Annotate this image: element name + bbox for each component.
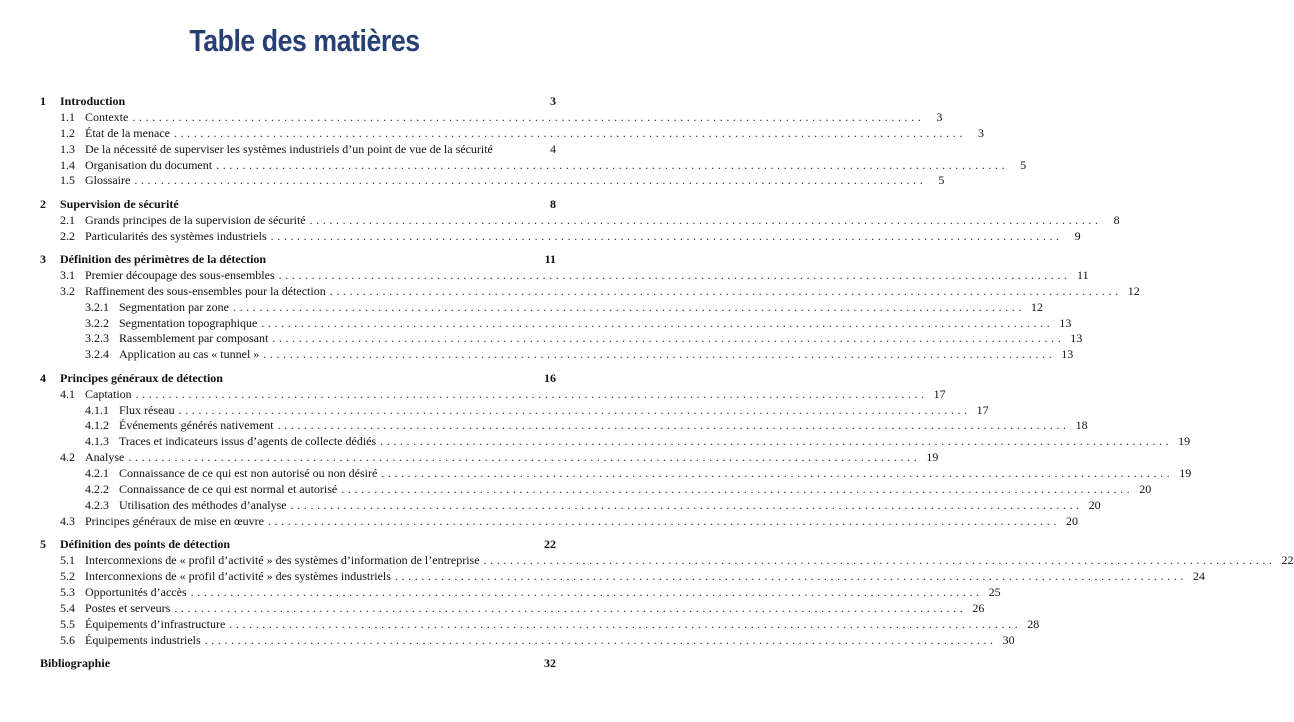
toc-page-number: 11 [1077, 267, 1089, 282]
toc-page-number: 3 [977, 125, 984, 140]
toc-dot-leader: ........................................................................................................................ [135, 386, 928, 401]
toc-section[interactable] [40, 600, 985, 617]
toc-section[interactable] [40, 173, 945, 189]
toc-dot-leader: ........................................................................................................................ [173, 125, 966, 140]
toc-page-number: 3 [936, 109, 943, 124]
toc-section[interactable] [40, 632, 1015, 649]
toc-label: Grands principes de la supervision de sécurité [85, 212, 306, 227]
toc-subsection[interactable] [40, 466, 1192, 482]
toc-number: 2.1 [60, 212, 75, 227]
toc-label: Analyse [85, 450, 125, 465]
toc-page-number: 13 [1061, 347, 1074, 362]
toc-page-number: 5 [1020, 157, 1027, 172]
toc-label: Rassemblement par composant [119, 331, 269, 346]
toc-page-number: 18 [1075, 418, 1088, 433]
toc-number: 4.1.3 [85, 434, 109, 449]
toc-label: Application au cas « tunnel » [119, 347, 260, 362]
toc-label: Premier découpage des sous-ensembles [85, 267, 275, 282]
toc-label: Utilisation des méthodes d’analyse [119, 497, 287, 512]
toc-label: État de la menace [85, 125, 170, 140]
toc-page-number: 32 [544, 655, 556, 670]
toc-page-number: 26 [972, 600, 985, 615]
toc-number: 5.1 [60, 553, 75, 568]
toc-label: Supervision de sécurité [60, 196, 179, 211]
toc-chapter[interactable] [40, 537, 556, 553]
toc-page-number: 12 [1127, 283, 1140, 298]
toc-dot-leader: ........................................................................................................................ [270, 228, 1063, 243]
toc-number: 3.2.4 [85, 347, 109, 362]
toc-dot-leader: ........................................................................................................................ [263, 347, 1056, 362]
toc-number: 2 [40, 196, 46, 211]
toc-subsection[interactable] [40, 497, 1101, 514]
toc-number: 4.2 [60, 450, 75, 465]
toc-label: Raffinement des sous-ensembles pour la détection [85, 283, 326, 298]
page-title: Table des matières [189, 23, 420, 58]
toc-number: 4.1.1 [85, 402, 109, 417]
toc-number: 4 [40, 370, 46, 385]
toc-section[interactable] [40, 109, 943, 126]
toc-dot-leader: ........................................................................................................................ [232, 299, 1025, 314]
toc-section[interactable] [40, 584, 1001, 601]
toc-page-number: 24 [1192, 568, 1205, 583]
toc-dot-leader: ........................................................................................................................ [174, 600, 967, 615]
toc-page-number: 25 [988, 584, 1001, 599]
toc-dot-leader: ........................................................................................................................ [272, 331, 1065, 346]
toc-chapter[interactable] [40, 371, 556, 387]
toc-page-number: 30 [1002, 632, 1015, 647]
toc-number: 3.2.2 [85, 315, 109, 330]
toc-number: 1.4 [60, 157, 75, 172]
toc-number: 1.3 [60, 141, 75, 156]
toc-page-number: 20 [1065, 513, 1078, 528]
toc-number: 3.2.1 [85, 299, 109, 314]
toc-page-number: 13 [1059, 315, 1072, 330]
toc-label: Flux réseau [119, 402, 175, 417]
toc-label: Équipements industriels [85, 632, 201, 647]
toc-label: Connaissance de ce qui est normal et autorisé [119, 481, 338, 496]
toc-number: 5.4 [60, 600, 75, 615]
toc-label: Définition des points de détection [60, 537, 231, 552]
toc-number: 4.1.2 [85, 418, 109, 433]
toc-dot-leader: ........................................................................................................................ [380, 434, 1173, 449]
toc-page-number: 19 [926, 450, 939, 465]
toc-label: Définition des périmètres de la détection [60, 252, 267, 267]
toc-number: 4.2.1 [85, 466, 109, 481]
toc-label: Principes généraux de mise en œuvre [85, 513, 264, 528]
toc-dot-leader: ........................................................................................................................ [190, 584, 983, 599]
toc-number: 1 [40, 94, 46, 108]
toc-dot-leader: ........................................................................................................................ [483, 553, 1276, 568]
toc-subsection[interactable] [40, 331, 1083, 347]
toc-dot-leader: ........................................................................................................................ [277, 418, 1070, 433]
toc-number: 5.2 [60, 568, 75, 583]
toc-label: Segmentation par zone [119, 299, 229, 314]
toc-page-number: 9 [1074, 228, 1081, 243]
toc-number: 4.2.2 [85, 481, 109, 496]
toc-number: 1.2 [60, 125, 75, 140]
toc-label: Connaissance de ce qui est non autorisé ou non désiré [119, 466, 378, 481]
toc-label: Organisation du document [85, 157, 213, 172]
toc-section[interactable] [40, 142, 556, 158]
table-of-contents [40, 94, 1294, 672]
toc-section[interactable] [40, 386, 946, 403]
toc-page-number: 22 [544, 537, 556, 552]
toc-dot-leader: ........................................................................................................................ [204, 632, 997, 647]
toc-dot-leader: ........................................................................................................................ [290, 497, 1083, 512]
toc-label: Particularités des systèmes industriels [85, 228, 267, 243]
toc-label: De la nécessité de superviser les systèmes industriels d’un point de vue de la sécurité [85, 141, 493, 156]
toc-label: Introduction [60, 94, 126, 108]
toc-number: 5.3 [60, 584, 75, 599]
toc-dot-leader: ........................................................................................................................ [381, 466, 1174, 481]
toc-section[interactable] [40, 157, 1027, 174]
toc-dot-leader: ........................................................................................................................ [229, 616, 1022, 631]
toc-section[interactable] [40, 513, 1078, 530]
toc-section[interactable] [40, 125, 984, 142]
toc-page-number: 4 [550, 141, 556, 156]
toc-page-number: 22 [1281, 553, 1294, 568]
toc-number: 3.1 [60, 267, 75, 282]
toc-page-number: 16 [544, 370, 556, 385]
toc-section[interactable] [40, 616, 1040, 633]
toc-number: 5.5 [60, 616, 75, 631]
toc-section[interactable] [40, 228, 1081, 245]
toc-page-number: 17 [933, 386, 946, 401]
toc-dot-leader: ........................................................................................................................ [309, 212, 1102, 227]
toc-page-number: 20 [1088, 497, 1101, 512]
toc-number: 3 [40, 252, 46, 267]
toc-number: 3.2 [60, 283, 75, 298]
toc-section[interactable] [40, 450, 939, 466]
toc-label: Principes généraux de détection [60, 370, 223, 385]
toc-section[interactable] [40, 553, 1294, 569]
toc-page-number: 17 [976, 402, 989, 417]
toc-label: Traces et indicateurs issus d’agents de collecte dédiés [119, 434, 377, 449]
toc-subsection[interactable] [40, 347, 1074, 363]
toc-dot-leader: ........................................................................................................................ [216, 157, 1009, 172]
toc-number: 1.1 [60, 109, 75, 124]
toc-page-number: 20 [1139, 481, 1152, 496]
toc-page-number: 12 [1030, 299, 1043, 314]
toc-page-number: 13 [1070, 331, 1083, 346]
toc-dot-leader: ........................................................................................................................ [394, 568, 1187, 583]
toc-label: Segmentation topographique [119, 315, 258, 330]
toc-section[interactable] [40, 283, 1140, 300]
toc-number: 4.3 [60, 513, 75, 528]
toc-dot-leader: ........................................................................................................................ [134, 173, 927, 188]
toc-dot-leader: ........................................................................................................................ [261, 315, 1054, 330]
toc-subsection[interactable] [40, 434, 1191, 450]
toc-dot-leader: ........................................................................................................................ [278, 267, 1071, 282]
toc-number: 1.5 [60, 173, 75, 188]
toc-section[interactable] [40, 212, 1120, 229]
toc-label: Interconnexions de « profil d’activité » des systèmes d’information de l’entreprise [85, 553, 480, 568]
toc-subsection[interactable] [40, 402, 989, 419]
toc-chapter[interactable] [40, 94, 556, 110]
toc-section[interactable] [40, 267, 1089, 284]
toc-page-number: 8 [550, 196, 556, 211]
toc-label: Équipements d’infrastructure [85, 616, 226, 631]
toc-subsection[interactable] [40, 299, 1043, 316]
toc-page-number: 3 [550, 94, 556, 108]
toc-number: 4.1 [60, 386, 75, 401]
toc-label: Glossaire [85, 173, 131, 188]
toc-page-number: 19 [1178, 434, 1191, 449]
toc-number: 5.6 [60, 632, 75, 647]
toc-dot-leader: ........................................................................................................................ [341, 481, 1134, 496]
toc-chapter[interactable] [40, 252, 556, 268]
toc-number: 4.2.3 [85, 497, 109, 512]
toc-subsection[interactable] [40, 315, 1072, 332]
toc-dot-leader: ........................................................................................................................ [128, 450, 921, 465]
toc-dot-leader: ........................................................................................................................ [267, 513, 1060, 528]
toc-label: Captation [85, 386, 132, 401]
toc-dot-leader: ........................................................................................................................ [132, 109, 925, 124]
toc-dot-leader: ........................................................................................................................ [329, 283, 1122, 298]
toc-label: Événements générés nativement [119, 418, 274, 433]
toc-subsection[interactable] [40, 418, 1088, 434]
toc-page-number: 28 [1027, 616, 1040, 631]
toc-subsection[interactable] [40, 481, 1152, 498]
toc-label: Interconnexions de « profil d’activité » des systèmes industriels [85, 568, 391, 583]
toc-section[interactable] [40, 568, 1205, 585]
toc-number: 3.2.3 [85, 331, 109, 346]
toc-page-number: 8 [1113, 212, 1120, 227]
toc-label: Opportunités d’accès [85, 584, 187, 599]
toc-number: 5 [40, 537, 46, 552]
toc-bibliography[interactable] [40, 656, 556, 672]
toc-page-number: 5 [938, 173, 945, 188]
toc-label: Bibliographie [40, 655, 111, 670]
toc-number: 2.2 [60, 228, 75, 243]
toc-chapter[interactable] [40, 197, 556, 213]
toc-page-number: 19 [1179, 466, 1192, 481]
toc-label: Contexte [85, 109, 129, 124]
toc-dot-leader: ........................................................................................................................ [178, 402, 971, 417]
toc-label: Postes et serveurs [85, 600, 171, 615]
toc-page-number: 11 [544, 252, 556, 267]
